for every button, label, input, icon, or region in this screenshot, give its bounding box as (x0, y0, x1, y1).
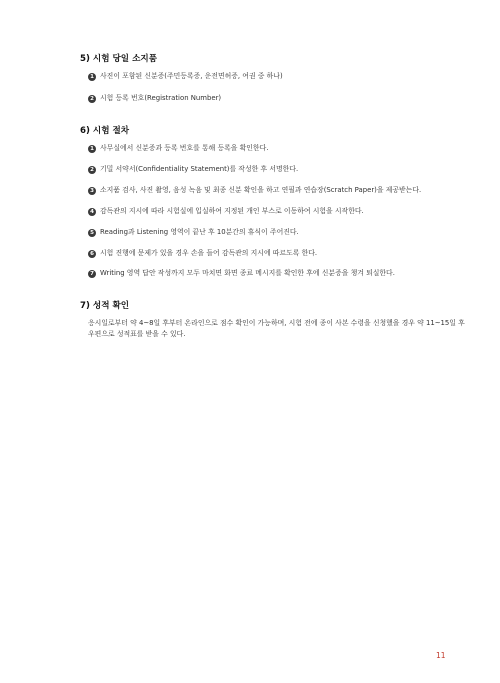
section-5-heading: 5) 시험 당일 소지품 (80, 54, 157, 64)
list-item (88, 165, 298, 174)
list-item-text: 시험 진행에 문제가 있을 경우 손을 들어 감독관의 지시에 따르도록 한다. (100, 249, 318, 257)
list-item-text: 사무실에서 신분증과 등록 번호를 통해 등록을 확인한다. (100, 144, 269, 152)
number-badge: 1 (88, 145, 96, 153)
list-item (88, 94, 221, 103)
number-badge: 4 (88, 208, 96, 216)
list-item (88, 186, 421, 195)
page-number: 11 (436, 651, 446, 660)
number-badge: 6 (88, 250, 96, 258)
list-item-text: 사진이 포함된 신분증(주민등록증, 운전면허증, 여권 중 하나) (100, 72, 283, 80)
section-6-heading: 6) 시험 절차 (80, 126, 130, 136)
number-badge: 7 (88, 270, 96, 278)
list-item (88, 144, 268, 153)
number-badge: 2 (88, 95, 96, 103)
list-item (88, 249, 317, 258)
list-item-text: Writing 영역 답안 작성까지 모두 마치면 화면 종료 메시지를 확인한 후에 신분증을 챙겨 퇴실한다. (100, 269, 395, 277)
list-item-text: Reading과 Listening 영역이 끝난 후 10분간의 휴식이 주어진다. (100, 228, 299, 236)
list-item-text: 시험 등록 번호(Registration Number) (100, 94, 222, 102)
list-item-text: 소지품 검사, 사진 촬영, 음성 녹음 및 최종 신분 확인을 하고 연필과 연습장(Scratch Paper)을 제공받는다. (100, 186, 422, 194)
list-item-text: 감독관의 지시에 따라 시험실에 입실하여 지정된 개인 부스로 이동하여 시험을 시작한다. (100, 207, 364, 215)
number-badge: 1 (88, 73, 96, 81)
list-item (88, 72, 283, 81)
list-item (88, 207, 364, 216)
number-badge: 3 (88, 187, 96, 195)
section-7-heading: 7) 성적 확인 (80, 301, 130, 311)
number-badge: 2 (88, 166, 96, 174)
list-item (88, 228, 299, 237)
list-item-text: 기밀 서약서(Confidentiality Statement)를 작성한 후 서명한다. (100, 165, 299, 173)
score-check-paragraph: 응시일로부터 약 4~8일 후부터 온라인으로 점수 확인이 가능하며, 시험 전에 종이 사본 수령을 신청했을 경우 약 11~15일 후 우편으로 성적표를 받을 수 있다. (88, 319, 465, 338)
number-badge: 5 (88, 229, 96, 237)
list-item (88, 269, 395, 278)
